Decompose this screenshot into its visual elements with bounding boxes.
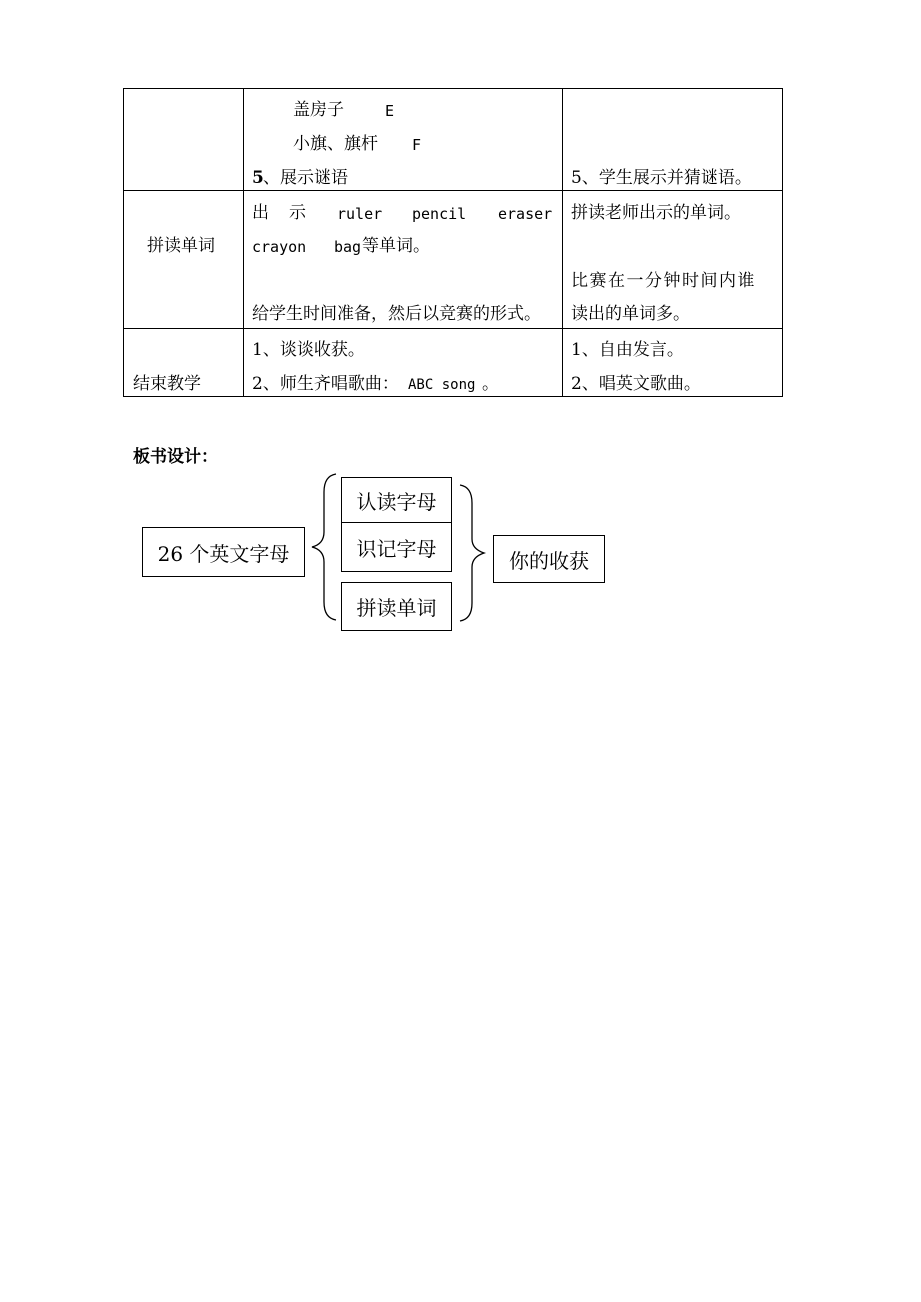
student-line: 读出的单词多。 bbox=[571, 304, 690, 324]
main-topic-box: 26 个英文字母 bbox=[142, 527, 305, 577]
board-item-box: 识记字母 bbox=[341, 522, 452, 572]
teacher-line: E bbox=[385, 102, 395, 120]
teacher-line: pencil bbox=[412, 205, 467, 223]
teacher-line: 2、师生齐唱歌曲： bbox=[252, 374, 399, 394]
teacher-line: 给学生时间准备，然后以竞赛的形式。 bbox=[252, 304, 541, 324]
teacher-line: eraser bbox=[498, 205, 553, 223]
table-row-divider bbox=[123, 190, 783, 191]
table-col-divider bbox=[562, 88, 563, 397]
table-border-left bbox=[123, 88, 124, 397]
table-border-right bbox=[782, 88, 783, 397]
teacher-line: ABC song bbox=[408, 377, 476, 393]
teacher-line: F bbox=[412, 136, 422, 154]
teacher-line: 。 bbox=[482, 374, 499, 394]
board-item-box: 认读字母 bbox=[341, 477, 452, 523]
table-border-bottom bbox=[123, 396, 783, 397]
table-row-divider bbox=[123, 328, 783, 329]
table-col-divider bbox=[243, 88, 244, 397]
right-brace-icon bbox=[456, 483, 490, 623]
left-brace-icon bbox=[308, 472, 342, 622]
teacher-line: 小旗、旗杆 bbox=[293, 134, 378, 154]
teacher-line: 出 bbox=[252, 203, 269, 223]
teacher-line: 盖房子 bbox=[293, 100, 344, 120]
teacher-line: 、展示谜语 bbox=[263, 168, 348, 188]
student-line: 2、唱英文歌曲。 bbox=[571, 374, 701, 394]
teacher-line: crayon bbox=[252, 238, 307, 256]
stage-label: 拼读单词 bbox=[147, 236, 215, 256]
teacher-line: ruler bbox=[337, 205, 383, 223]
student-line: 比赛在一分钟时间内谁 bbox=[571, 271, 756, 291]
teacher-line: 等单词。 bbox=[362, 236, 430, 256]
teacher-line: 5 bbox=[252, 168, 264, 188]
student-line: 1、自由发言。 bbox=[571, 340, 684, 360]
stage-label: 结束教学 bbox=[133, 374, 201, 394]
teacher-line: 示 bbox=[289, 203, 306, 223]
student-line: 5、学生展示并猜谜语。 bbox=[571, 168, 752, 188]
teacher-line: bag bbox=[334, 238, 362, 256]
table-border-top bbox=[123, 88, 783, 89]
board-heading: 板书设计： bbox=[133, 447, 218, 467]
board-item-box: 拼读单词 bbox=[341, 582, 452, 631]
teacher-line: 1、谈谈收获。 bbox=[252, 340, 365, 360]
student-line: 拼读老师出示的单词。 bbox=[571, 203, 741, 223]
result-box: 你的收获 bbox=[493, 535, 605, 583]
